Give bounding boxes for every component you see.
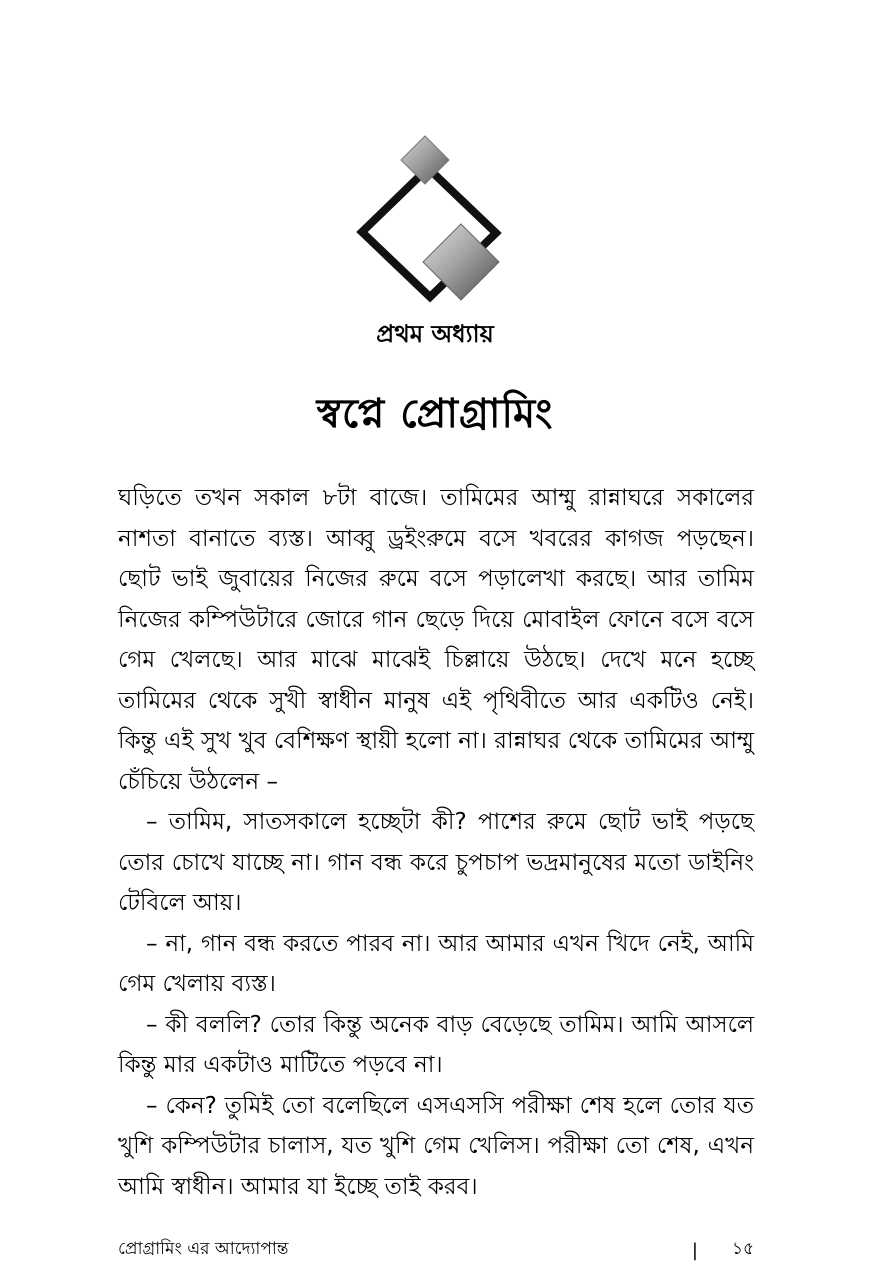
page-footer <box>118 1236 754 1264</box>
paragraph: – কেন? তুমিই তো বলেছিলে এসএসসি পরীক্ষা শেষ হলে তোর যত খুশি কম্পিউটার চালাস, যত খুশি গেম খেলিস। পরীক্ষা তো শেষ, এখন আমি স্বাধীন। আমার যা ইচ্ছে তাই করব। <box>118 1092 754 1200</box>
footer-separator: | <box>691 1239 698 1261</box>
body-text <box>118 478 754 1207</box>
paragraph: – কী বললি? তোর কিন্তু অনেক বাড় বেড়েছে তামিম। আমি আসলে কিন্তু মার একটাও মাটিতে পড়বে না। <box>118 1011 754 1078</box>
footer-book-title: প্রোগ্রামিং এর আদ্যোপান্ত <box>118 1239 289 1259</box>
paragraph: – না, গান বন্ধ করতে পারব না। আর আমার এখন খিদে নেই, আমি গেম খেলায় ব্যস্ত। <box>118 930 754 997</box>
page-number: ১৫ <box>731 1239 754 1259</box>
diamond-ornament-icon <box>0 0 870 320</box>
chapter-title: স্বপ্নে প্রোগ্রামিং <box>316 391 554 437</box>
paragraph: ঘড়িতে তখন সকাল ৮টা বাজে। তামিমের আম্মু রান্নাঘরে সকালের নাশতা বানাতে ব্যস্ত। আব্বু ড্রইংরুমে বসে খবরের কাগজ পড়ছেন। ছোট ভাই জুবায়ের নিজের রুমে বসে পড়ালেখা করছে। আর তামিম নিজের কম্পিউটারে জোরে গান ছেড়ে দিয়ে মোবাইল ফোনে বসে বসে গেম খেলছে। আর মাঝে মাঝেই চিল্লায়ে উঠছে। দেখে মনে হচ্ছে তামিমের থেকে সুখী স্বাধীন মানুষ এই পৃথিবীতে আর একটিও নেই। কিন্তু এই সুখ খুব বেশিক্ষণ স্থায়ী হলো না। রান্নাঘর থেকে তামিমের আম্মু চেঁচিয়ে উঠলেন – <box>118 485 754 795</box>
paragraph: – তামিম, সাতসকালে হচ্ছেটা কী? পাশের রুমে ছোট ভাই পড়ছে তোর চোখে যাচ্ছে না। গান বন্ধ করে চুপচাপ ভদ্রমানুষের মতো ডাইনিং টেবিলে আয়। <box>118 809 754 916</box>
chapter-label: প্রথম অধ্যায় <box>376 320 494 348</box>
